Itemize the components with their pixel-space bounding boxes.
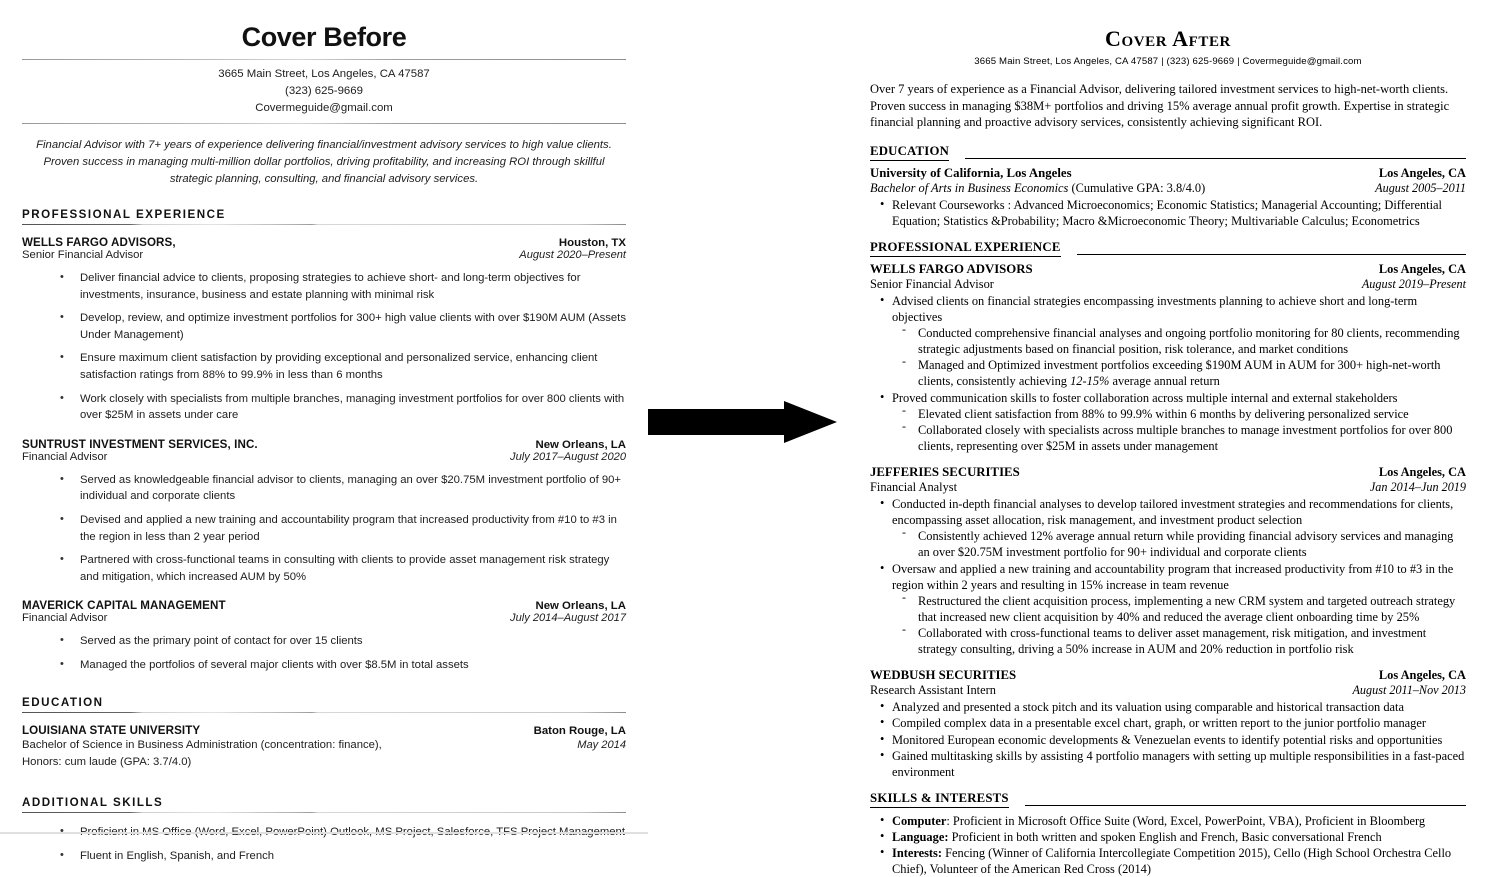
after-skill-label: Computer [892, 813, 947, 828]
after-job-dates: August 2011–Nov 2013 [1352, 683, 1466, 698]
before-bullet-item: • Served as the primary point of contact for over 15 clients [60, 633, 626, 650]
after-section-heading-education-text: EDUCATION [870, 144, 949, 161]
before-job-org: MAVERICK CAPITAL MANAGEMENT [22, 599, 226, 613]
before-bullet-item: • Deliver financial advice to clients, proposing strategies to achieve short- and long-term objectives for investments, insurance, business and estate planning with minimal risk [60, 270, 626, 303]
before-section-heading-experience: PROFESSIONAL EXPERIENCE [22, 208, 226, 222]
before-bullet-item: • Work closely with specialists from multiple branches, managing investment portfolios for over 800 clients with over $25M in assets under care [60, 391, 626, 424]
before-job-bullets [22, 633, 626, 673]
after-subbullet-item: - Elevated client satisfaction from 88% to 99.9% within 6 months by delivering personalized service [902, 406, 1466, 422]
after-subbullet-list [880, 528, 1466, 560]
before-education-entry [22, 724, 626, 771]
after-job-header-row [870, 668, 1466, 683]
before-contact-email: Covermeguide@gmail.com [255, 101, 393, 114]
after-skill-label: Language: [892, 830, 949, 844]
after-job-entry [870, 465, 1466, 657]
after-subbullet-emphasis: 12-15% [1070, 374, 1110, 389]
before-bullet-item: • Partnered with cross-functional teams in consulting with clients to provide asset management risk strategy and mitigation, which increased AUM by 50% [60, 552, 626, 585]
before-job-entry [22, 599, 626, 673]
after-bullet-item: • Conducted in-depth financial analyses to develop tailored investment strategies and recommendations for clients, encompassing asset allocation, risk management, and investment product selection [880, 496, 1466, 528]
before-education-dates: May 2014 [577, 738, 626, 751]
before-job-role: Financial Advisor [22, 612, 108, 625]
after-section-heading-education [870, 144, 1466, 161]
before-job-role: Senior Financial Advisor [22, 249, 144, 262]
before-section-rule-education [22, 712, 626, 713]
after-bullet-item: • Oversaw and applied a new training and accountability program that increased productivity from #10 to #3 in the region within 2 years and resulting in 15% increase in team revenue [880, 561, 1466, 593]
before-job-org: SUNTRUST INVESTMENT SERVICES, INC. [22, 437, 258, 451]
before-section-rule-skills [22, 812, 626, 813]
before-job-bullets [22, 472, 626, 586]
after-job-location: Los Angeles, CA [1378, 465, 1466, 479]
after-section-heading-skills [870, 791, 1466, 808]
before-job-entry [22, 236, 626, 424]
after-job-subheader-row [870, 277, 1466, 292]
before-education-honors: Honors: cum laude (GPA: 3.7/4.0) [22, 755, 192, 768]
after-job-subheader-row [870, 683, 1466, 698]
after-job-bullets [870, 293, 1466, 454]
after-job-bullets [870, 699, 1466, 780]
after-section-heading-experience [870, 240, 1466, 257]
before-experience-list [22, 236, 626, 674]
before-job-header-row [22, 438, 626, 451]
before-job-role: Financial Advisor [22, 450, 108, 463]
after-job-role: Senior Financial Advisor [870, 276, 994, 291]
after-section-rule-education [965, 158, 1466, 159]
after-job-entry [870, 262, 1466, 454]
after-subbullet-list [880, 406, 1466, 454]
before-job-location: Houston, TX [558, 237, 626, 250]
after-bullet-item: • Analyzed and presented a stock pitch and its valuation using comparable and historical transaction data [880, 699, 1466, 715]
after-experience-list [870, 262, 1466, 780]
before-job-location: New Orleans, LA [535, 438, 626, 451]
after-bullet-item: • Gained multitasking skills by assisting 4 portfolio managers with setting up multiple responsibilities in a fast-paced environment [880, 748, 1466, 780]
before-bullet-item: • Served as knowledgeable financial advisor to clients, managing an over $20.75M investment portfolio of 90+ individual and corporate clients [60, 472, 626, 505]
after-bullet-item: • Monitored European economic developments & Venezuelan events to identify potential risks and opportunities [880, 732, 1466, 748]
before-summary-paragraph: Financial Advisor with 7+ years of experience delivering financial/investment advisory services to high value clients. Proven success in managing multi-million dollar portfolios, driving profitability, and increasing ROI through skillful strategic planning, consulting, and financial advisory services. [36, 138, 612, 185]
after-subbullet-item: - Consistently achieved 12% average annual return while providing financial advisory services and managing an over $20.75M investment portfolio for 90+ individual and corporate clients [902, 528, 1466, 560]
after-education-degree-title: Bachelor of Arts in Business Economics [870, 180, 1069, 195]
after-job-bullets [870, 496, 1466, 657]
after-subbullet-item: - Managed and Optimized investment portfolios exceeding $190M AUM in AUM for 300+ high-net-worth clients, consistently achieving 12-15% average annual return [902, 357, 1466, 389]
before-page-boundary [0, 832, 648, 834]
after-education-school: University of California, Los Angeles [870, 165, 1072, 180]
before-job-entry [22, 438, 626, 586]
before-education-school: LOUISIANA STATE UNIVERSITY [22, 723, 201, 737]
before-job-location: New Orleans, LA [535, 600, 626, 613]
before-bullet-item: • Devised and applied a new training and accountability program that increased productivity from #10 to #3 in the region in less than 2 year period [60, 512, 626, 545]
before-contact-block [22, 60, 626, 123]
after-job-role: Research Assistant Intern [870, 683, 996, 698]
before-job-dates: August 2020–Present [519, 249, 626, 262]
before-bullet-item: • Develop, review, and optimize investment portfolios for 300+ high value clients with over $190M AUM (Assets Under Management) [60, 310, 626, 343]
after-job-org: WELLS FARGO ADVISORS [870, 261, 1033, 276]
after-section-heading-experience-text: PROFESSIONAL EXPERIENCE [870, 240, 1061, 257]
after-contact-line: 3665 Main Street, Los Angeles, CA 47587 | (323) 625-9669 | Covermeguide@gmail.com [974, 56, 1362, 67]
before-section-rule-experience [22, 224, 626, 225]
after-job-role: Financial Analyst [870, 480, 958, 494]
before-job-dates: July 2017–August 2020 [510, 450, 626, 463]
after-skill-text: Fencing (Winner of California Intercollegiate Competition 2015), Cello (High School Orchestra Cello Chief), Volunteer of the American Red Cross (2014) [892, 846, 1452, 877]
before-job-bullets [22, 270, 626, 424]
before-section-heading-education: EDUCATION [22, 695, 104, 709]
after-subbullet-item: - Collaborated with cross-functional teams to deliver asset management, risk mitigation, and investment strategy consulting, driving a 50% increase in AUM and 20% reduction in portfolio risk [902, 625, 1466, 657]
resume-after-document [852, 0, 1490, 877]
after-skill-item [880, 829, 1466, 845]
after-skill-text: Proficient in both written and spoken English and French, Basic conversational French [948, 830, 1382, 844]
before-document-title: Cover Before [241, 22, 407, 52]
before-section-heading-skills: ADDITIONAL SKILLS [22, 796, 164, 810]
before-job-subheader-row [22, 451, 626, 463]
before-skill-item: • Fluent in English, Spanish, and French [60, 848, 626, 865]
after-job-header-row [870, 262, 1466, 277]
after-skill-item [880, 813, 1466, 829]
before-education-location: Baton Rouge, LA [533, 724, 626, 737]
after-job-location: Los Angeles, CA [1378, 668, 1466, 683]
before-job-subheader-row [22, 612, 626, 624]
after-job-org: JEFFERIES SECURITIES [870, 465, 1020, 479]
after-education-bullet-item: • Relevant Courseworks : Advanced Microeconomics; Economic Statistics; Managerial Accounting; Differential Equation; Statistics &Probability; Macro &Microeconomic Theory; Multivariable Calculus; Econometrics [880, 197, 1466, 229]
after-job-dates: August 2019–Present [1361, 276, 1466, 291]
after-skill-separator: : [946, 813, 950, 828]
after-job-subheader-row [870, 480, 1466, 495]
after-skill-item [880, 845, 1466, 877]
after-job-header-row [870, 465, 1466, 480]
after-job-org: WEDBUSH SECURITIES [870, 668, 1017, 683]
after-subbullet-item: - Restructured the client acquisition process, implementing a new CRM system and targeted outreach strategy that increased new client acquisition by 40% and reduced the average client onboarding time by 25% [902, 593, 1466, 625]
after-document-title: Cover After [1104, 26, 1231, 51]
after-subbullet-list [880, 325, 1466, 390]
after-education-degree-gpa: (Cumulative GPA: 3.8/4.0) [1068, 180, 1206, 195]
after-education-dates: August 2005–2011 [1375, 180, 1466, 195]
after-education-location: Los Angeles, CA [1378, 165, 1466, 180]
after-job-location: Los Angeles, CA [1378, 261, 1466, 276]
after-education-bullets [870, 197, 1466, 229]
before-skills-list [22, 824, 626, 864]
before-contact-phone: (323) 625-9669 [285, 84, 363, 97]
before-job-header-row [22, 236, 626, 249]
before-bullet-item: • Ensure maximum client satisfaction by providing exceptional and personalized service, enhancing client satisfaction ratings from 88% to 99.9% in less than 6 months [60, 350, 626, 383]
after-bullet-item: • Proved communication skills to foster collaboration across multiple internal and external stakeholders [880, 390, 1466, 406]
after-skill-label: Interests: [892, 846, 943, 861]
after-job-dates: Jan 2014–Jun 2019 [1369, 480, 1466, 494]
before-education-degree: Bachelor of Science in Business Administration (concentration: finance), [22, 738, 382, 751]
before-job-dates: July 2014–August 2017 [510, 612, 626, 625]
after-subbullet-list [880, 593, 1466, 658]
before-contact-address: 3665 Main Street, Los Angeles, CA 47587 [218, 68, 430, 80]
after-bullet-item: • Advised clients on financial strategies encompassing investments planning to achieve short and long-term objectives [880, 293, 1466, 325]
after-skills-list [870, 813, 1466, 877]
after-section-rule-skills [1025, 805, 1466, 806]
after-job-entry [870, 668, 1466, 780]
after-subbullet-item: - Collaborated closely with specialists across multiple branches to manage investment portfolios for over 800 clients, representing over $25M in assets under management [902, 422, 1466, 454]
before-job-header-row [22, 599, 626, 612]
right-arrow-icon [645, 400, 840, 444]
after-education-entry [870, 166, 1466, 229]
transformation-arrow [645, 400, 840, 444]
after-subbullet-item: - Conducted comprehensive financial analyses and ongoing portfolio monitoring for 80 clients, recommending strategic adjustments based on financial position, risk tolerance, and market conditions [902, 325, 1466, 357]
after-bullet-item: • Compiled complex data in a presentable excel chart, graph, or written report to the junior portfolio manager [880, 715, 1466, 731]
resume-before-document [0, 0, 648, 863]
after-section-heading-skills-text: SKILLS & INTERESTS [870, 791, 1009, 808]
before-job-subheader-row [22, 249, 626, 261]
before-bullet-item: • Managed the portfolios of several major clients with over $8.5M in total assets [60, 657, 626, 674]
after-skill-text: Proficient in Microsoft Office Suite (Word, Excel, PowerPoint, VBA), Proficient in Bloomberg [949, 813, 1426, 828]
before-job-org: WELLS FARGO ADVISORS, [22, 236, 176, 250]
after-education-degree [870, 181, 1205, 196]
after-summary-paragraph: Over 7 years of experience as a Financial Advisor, delivering tailored investment services to high-net-worth clients. Proven success in managing $38M+ portfolios and driving 15% average annual profit growth. Expertise in strategic financial planning and proactive advisory services, consistently achieving significant ROI. [870, 82, 1450, 129]
after-section-rule-experience [1077, 254, 1466, 255]
